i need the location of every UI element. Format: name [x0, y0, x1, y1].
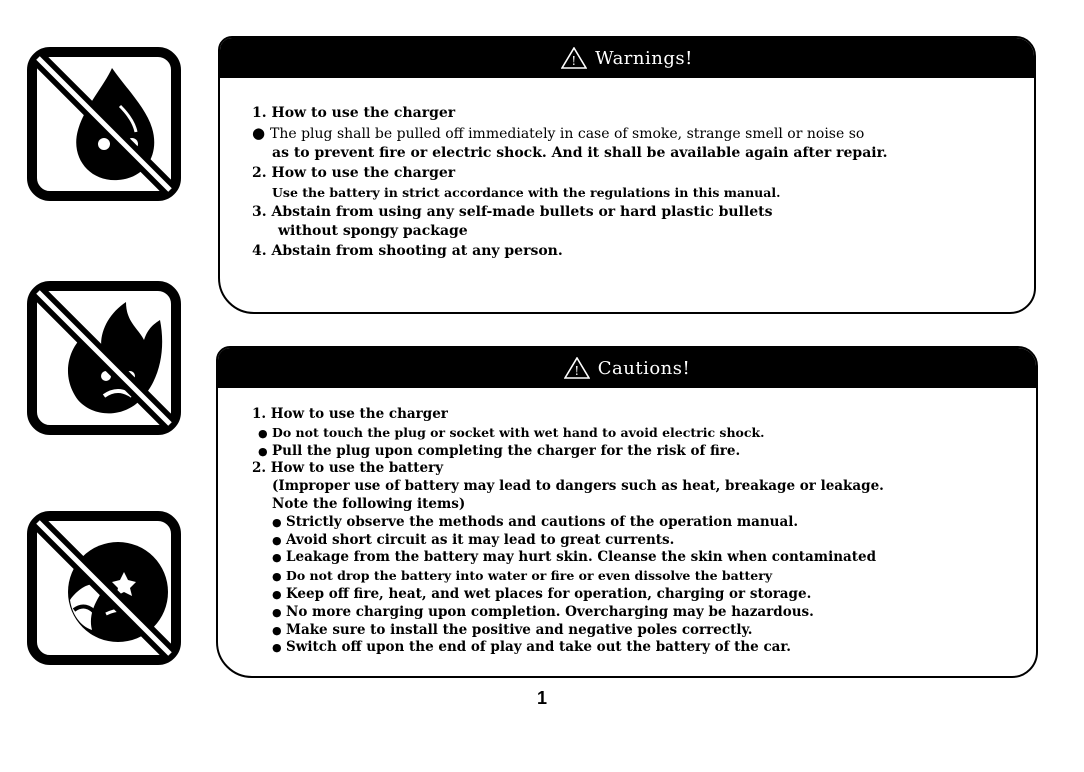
- svg-text:!: !: [574, 364, 580, 378]
- caution-line: Avoid short circuit as it may lead to great currents.: [286, 531, 675, 548]
- caution-line: Do not touch the plug or socket with wet hand to avoid electric shock.: [272, 424, 765, 440]
- bullet-icon: [258, 425, 272, 443]
- no-water-icon: [26, 46, 182, 202]
- bullet-icon: [272, 622, 286, 640]
- warning-line: as to prevent fire or electric shock. And it shall be available again after repair.: [272, 145, 888, 161]
- caution-line: Pull the plug upon completing the charger for the risk of fire.: [272, 442, 741, 459]
- caution-line: Make sure to install the positive and negative poles correctly.: [286, 621, 753, 638]
- warning-line: Use the battery in strict accordance with the regulations in this manual.: [272, 185, 781, 200]
- svg-text:!: !: [571, 54, 577, 68]
- cautions-box: [216, 346, 1038, 678]
- caution-line: (Improper use of battery may lead to dangers such as heat, breakage or leakage.: [272, 478, 884, 495]
- cautions-title: Cautions!: [597, 357, 691, 379]
- bullet-icon: [272, 568, 286, 586]
- warning-triangle-icon: [561, 47, 587, 69]
- warnings-title: Warnings!: [595, 47, 693, 69]
- bullet-icon: [258, 443, 272, 461]
- warning-line: The plug shall be pulled off immediately in case of smoke, strange smell or noise so: [270, 125, 865, 142]
- caution-line: Note the following items): [272, 495, 466, 512]
- warnings-header: [220, 38, 1034, 78]
- warning-line: 3. Abstain from using any self-made bullets or hard plastic bullets: [252, 203, 773, 220]
- caution-line: Keep off fire, heat, and wet places for operation, charging or storage.: [286, 585, 812, 602]
- caution-line: 1. How to use the charger: [252, 406, 448, 422]
- caution-line: 2. How to use the battery: [252, 460, 444, 477]
- bullet-icon: [272, 639, 286, 657]
- no-fire-icon: [26, 280, 182, 436]
- page-number: 1: [536, 688, 547, 708]
- warning-line: 1. How to use the charger: [252, 105, 456, 121]
- caution-line: Switch off upon the end of play and take out the battery of the car.: [286, 639, 792, 656]
- caution-line: Strictly observe the methods and cautions of the operation manual.: [286, 513, 799, 530]
- caution-line: No more charging upon completion. Overcharging may be hazardous.: [286, 603, 814, 620]
- caution-line: Do not drop the battery into water or fire or even dissolve the battery: [286, 568, 773, 584]
- bullet-icon: [272, 604, 286, 622]
- cautions-header: [218, 348, 1036, 388]
- warning-line: without spongy package: [278, 223, 468, 239]
- caution-triangle-icon: [564, 357, 590, 379]
- no-shooting-icon: [26, 510, 182, 666]
- warnings-box: [218, 36, 1036, 314]
- caution-line: Leakage from the battery may hurt skin. Cleanse the skin when contaminated: [286, 549, 877, 566]
- bullet-icon: [272, 586, 286, 604]
- bullet-icon: [272, 514, 286, 532]
- warning-line: 2. How to use the charger: [252, 164, 456, 181]
- bullet-icon: [272, 549, 286, 567]
- bullet-icon: [252, 124, 270, 145]
- bullet-icon: [272, 532, 286, 550]
- warning-line: 4. Abstain from shooting at any person.: [252, 242, 563, 259]
